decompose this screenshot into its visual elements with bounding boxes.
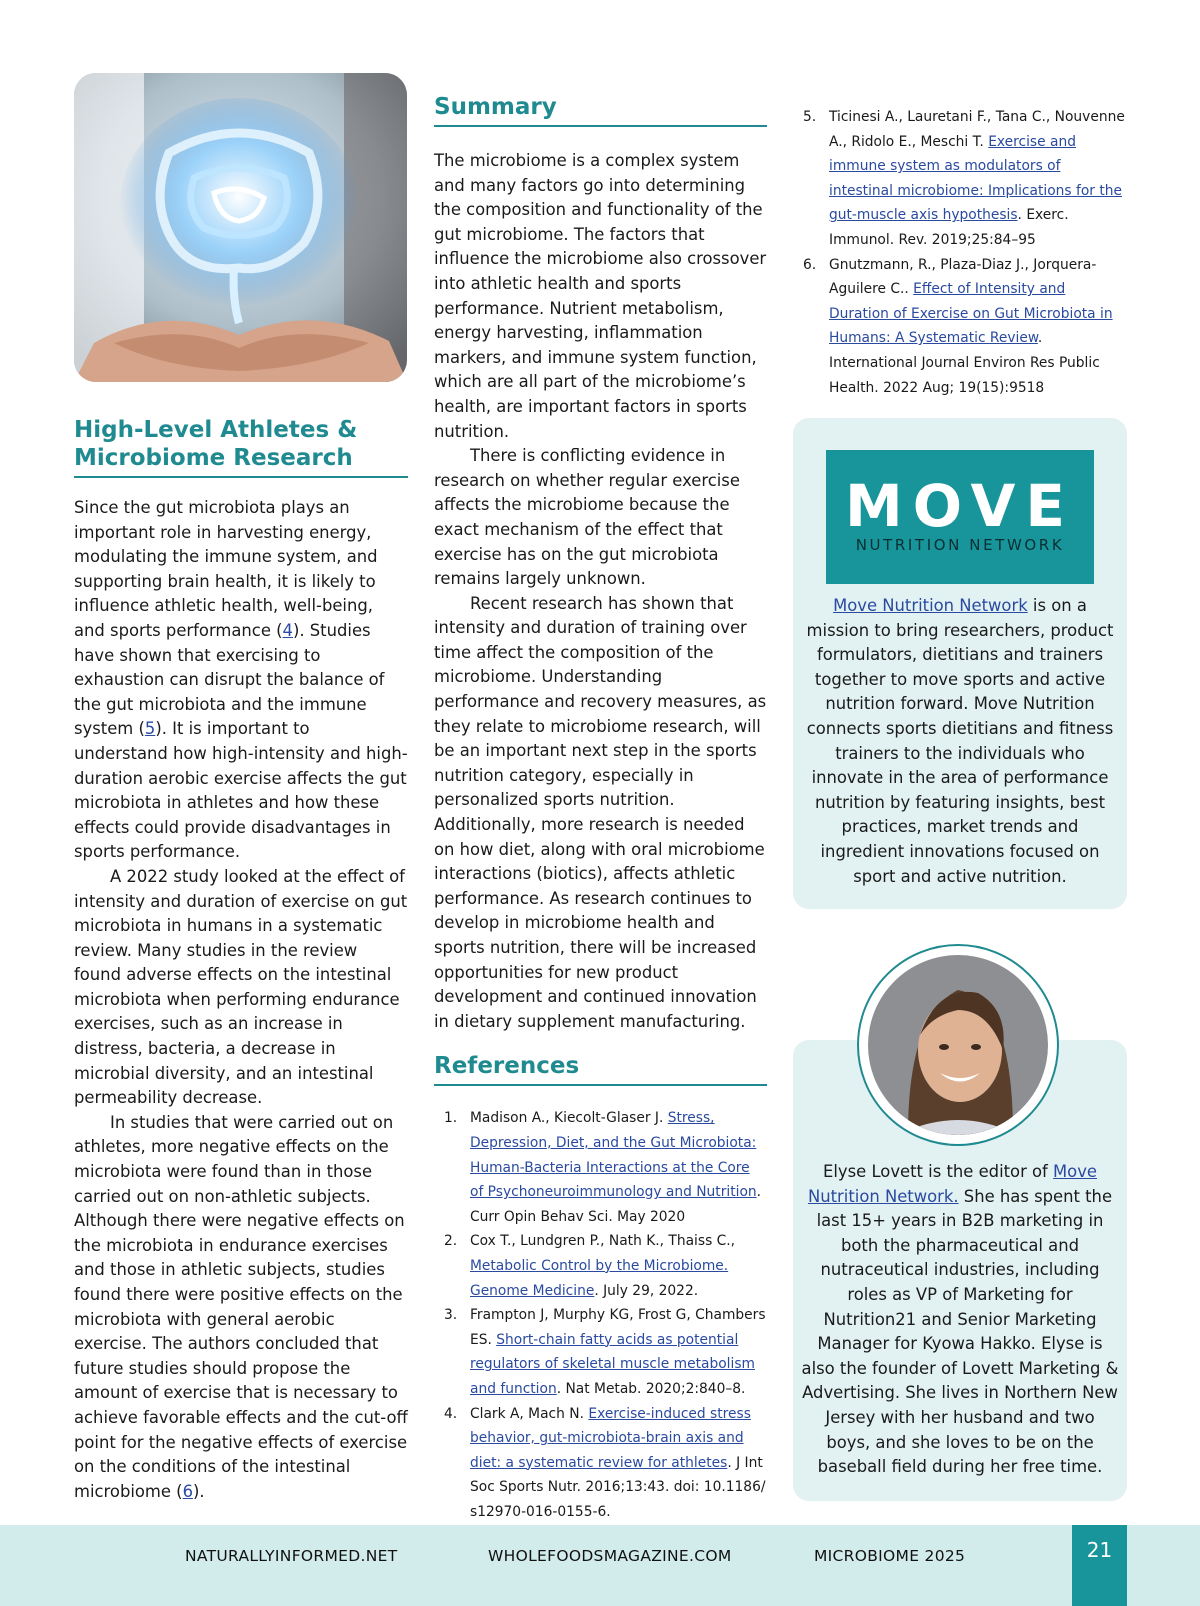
person-photo-icon [868,955,1048,1135]
reference-source: . International Journal Environ Res Public Health. 2022 Aug; 19(15):9518 [829,330,1100,396]
move-promo-box [793,418,1127,909]
summary-heading: Summary [434,93,767,127]
gut-illustration-icon [74,73,407,382]
promo-description: is on a mission to bring researchers, product formulators, dietitians and trainers together to move sports and active nutrition forward. Move Nutrition connects sports dietitians and fitness trainers to the individuals who innovate in the area of performance nutrition by featuring insights, best practices, market trends and ingredient innovations focused on sport and active nutrition. [806,596,1114,886]
reference-number: 2. [444,1233,458,1250]
athletes-heading-line2: Microbiome Research [74,445,353,471]
athletes-paragraph-2: A 2022 study looked at the effect of intensity and duration of exercise on gut microbiota in humans in a systematic review. Many studies in the review found adverse effects on the intestinal microbiota when performing endurance exercises, such as an increase in distress, bacteria, a decrease in microbial diversity, and an intestinal permeability decrease. [74,866,408,1108]
references-heading: References [434,1052,767,1086]
reference-item [434,1402,767,1525]
reference-link[interactable]: Short-chain fatty acids as potential regulators of skeletal muscle metabolism and function [470,1331,755,1397]
bio-description: She has spent the last 15+ years in B2B marketing in both the pharmaceutical and nutraceutical industries, including roles as VP of Marketing for Nutrition21 and Senior Marketing Manager for Kyowa Hakko. Elyse is also the founder of Lovett Marketing & Advertising. She lives in Northern New Jersey with her husband and two boys, and she loves to be on the baseball field during her free time. [801,1186,1119,1477]
reference-authors: Gnutzmann, R., Plaza-Diaz J., Jorquera-Aguilere C.. [829,256,1097,298]
reference-item [793,105,1127,253]
avatar [868,955,1048,1135]
reference-authors: Frampton J, Murphy KG, Frost G, Chambers ES. [470,1307,766,1348]
reference-item [434,1303,767,1401]
reference-source: . Nat Metab. 2020;2:840–8. [556,1380,746,1397]
p3-text-a: In studies that were carried out on athletes, more negative effects on the microbiota were found than in those carried out on non-athletic subjects. Although there were negative effects on the microbiota in endurance exercises and those in athletic subjects, studies found there were positive effects on the microbiota with general aerobic exercise. The authors concluded that future studies should propose the amount of exercise that is necessary to achieve favorable effects and the cut-off point for the negative effects of exercise on the conditions of the intestinal microbiome ( [74,1112,408,1501]
athletes-heading-line1: High-Level Athletes & [74,417,358,443]
right-column [793,105,1127,400]
bio-move-link[interactable]: Move Nutrition Network. [807,1162,1097,1206]
logo-move-text: MOVE [845,472,1075,540]
logo-subtitle: NUTRITION NETWORK [855,536,1065,554]
gut-hands-image [74,73,407,382]
reference-number: 3. [444,1307,458,1324]
page-number: 21 [1072,1525,1127,1606]
reference-link[interactable]: Exercise-induced stress behavior, gut-microbiota-brain axis and diet: a systematic review for athletes [470,1405,751,1471]
reference-number: 6. [803,256,817,273]
reference-authors: Clark A, Mach N. [470,1405,589,1422]
athletes-body [74,496,408,1504]
reference-item [434,1106,767,1229]
move-nutrition-link[interactable]: Move Nutrition Network [833,596,1028,615]
reference-source: . July 29, 2022. [594,1282,699,1299]
left-column [74,73,408,1504]
bio-intro: Elyse Lovett is the editor of [823,1162,1054,1181]
footer-site-wholefoods: WHOLEFOODSMAGAZINE.COM [488,1547,732,1565]
reference-authors: Cox T., Lundgren P., Nath K., Thaiss C., [470,1233,736,1250]
athletes-paragraph-1 [74,496,408,865]
reference-source: . Exerc. Immunol. Rev. 2019;25:84–95 [829,207,1069,248]
p1-text-b: ). Studies have shown that exercising to exhaustion can disrupt the balance of the gut microbiota and the immune system ( [74,620,385,739]
middle-column [434,93,767,1524]
reference-link[interactable]: Metabolic Control by the Microbiome. Genome Medicine [470,1257,729,1299]
summary-paragraph-1: The microbiome is a complex system and many factors go into determining the composition and functionality of the gut microbiome. The factors that influence the microbiome also crossover into athletic health and sports performance. Nutrient metabolism, energy harvesting, inflammation markers, and immune system function, which are all part of the microbiome’s health, are important factors in sports nutrition. [434,151,767,441]
reference-item [793,253,1127,401]
summary-paragraph-2: There is conflicting evidence in research on whether regular exercise affects the microbiome because the exact mechanism of the effect that exercise has on the gut microbiota remains largely unknown. [434,446,740,589]
p1-text-a: Since the gut microbiota plays an important role in harvesting energy, modulating the immune system, and supporting brain health, it is likely to influence athletic health, well-being, and sports performance ( [74,498,378,640]
reference-source: . Curr Opin Behav Sci. May 2020 [470,1184,762,1225]
page-footer [0,1525,1200,1606]
reference-link[interactable]: Exercise and immune system as modulators of intestinal microbiome: Implications for the gut-muscle axis hypothesis [829,133,1122,224]
promo-text [793,594,1127,889]
footer-issue: MICROBIOME 2025 [814,1547,966,1565]
summary-body [434,149,767,1034]
reference-link[interactable]: Stress, Depression, Diet, and the Gut Microbiota: Human-Bacteria Interactions at the Core of Psychoneuroimmunology and Nutrition [470,1110,757,1201]
reference-link[interactable]: Effect of Intensity and Duration of Exercise on Gut Microbiota in Humans: A Systematic Review [829,281,1113,347]
references-list-continued [793,105,1127,400]
ref-link-5[interactable]: 5 [144,719,156,739]
footer-site-naturallyinformed: NATURALLYINFORMED.NET [185,1547,398,1565]
reference-number: 5. [803,109,817,125]
reference-number: 1. [444,1110,458,1127]
reference-authors: Madison A., Kiecolt-Glaser J. [470,1110,668,1127]
reference-item [434,1229,767,1303]
move-logo [826,450,1094,584]
reference-number: 4. [444,1405,458,1422]
reference-authors: Ticinesi A., Lauretani F., Tana C., Nouvenne A., Ridolo E., Meschi T. [829,109,1125,150]
p3-text-b: ). [193,1481,205,1501]
author-bio [793,1160,1127,1480]
reference-source: . J Int Soc Sports Nutr. 2016;13:43. doi: 10.1186/ s12970-016-0155-6. [470,1454,766,1520]
p1-text-c: ). It is important to understand how high-intensity and high-duration aerobic exercise affects the gut microbiota in athletes and how these effects could provide disadvantages in sports performance. [74,719,408,862]
ref-link-4[interactable]: 4 [282,620,293,640]
author-avatar-frame [857,944,1059,1146]
ref-link-6[interactable]: 6 [182,1481,194,1501]
references-list [434,1106,767,1524]
athletes-heading [74,416,408,478]
summary-paragraph-3: Recent research has shown that intensity and duration of training over time affect the composition of the microbiome. Understanding performance and recovery measures, as they relate to microbiome research, will be an important next step in the sports nutrition category, especially in personalized sports nutrition. Additionally, more research is needed on how diet, along with oral microbiome interactions (biotics), affects athletic performance. As research continues to develop in microbiome health and sports nutrition, there will be increased opportunities for new product development and continued innovation in dietary supplement manufacturing. [434,593,767,1031]
athletes-paragraph-3 [74,1111,408,1505]
